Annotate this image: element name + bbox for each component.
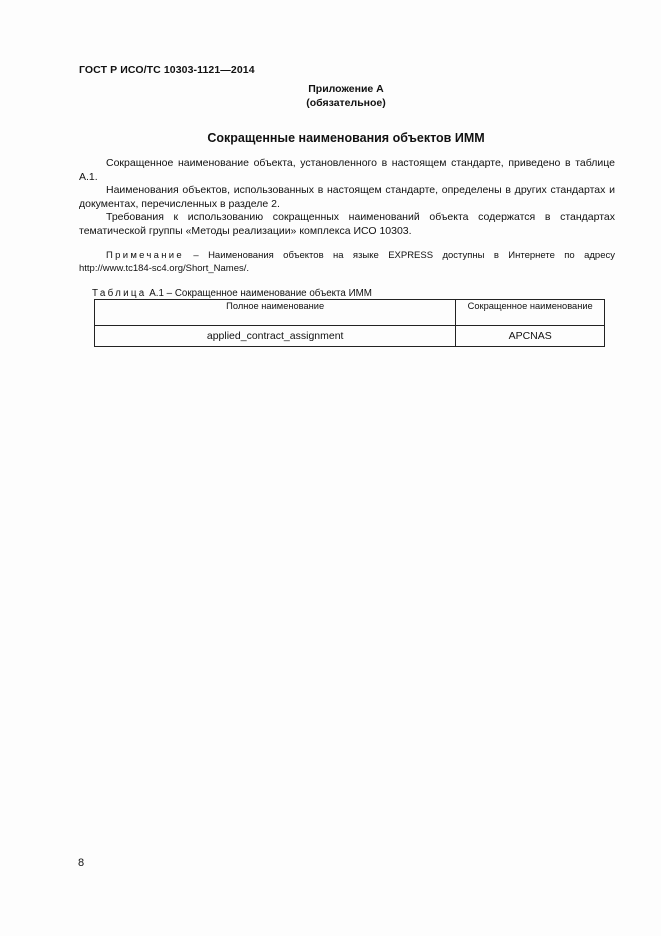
table-header-row — [95, 300, 605, 326]
paragraph: Требования к использованию сокращенных наименований объекта содержатся в стандартах тематической группы «Методы реализации» комплекса ИСО 10303. — [79, 211, 615, 237]
annex-title: Приложение А — [308, 83, 384, 95]
cell-full-name: applied_contract_assignment — [95, 326, 456, 347]
standard-code-header: ГОСТ Р ИСО/ТС 10303-1121—2014 — [79, 64, 255, 76]
paragraph: Сокращенное наименование объекта, установленного в настоящем стандарте, приведено в таблице А.1. — [79, 157, 615, 183]
note-text: Наименования объектов на языке EXPRESS доступны в Интернете по адресу http://www.tc184-sc4.org/Short_Names/. — [79, 250, 615, 274]
annex-heading — [0, 82, 661, 110]
table-caption-label: Таблица — [92, 288, 147, 299]
cell-short-name: APCNAS — [456, 326, 605, 347]
header-short-name: Сокращенное наименование — [456, 300, 605, 326]
table-row — [95, 326, 605, 347]
note — [79, 250, 615, 275]
note-label: Примечание — [106, 250, 184, 261]
section-title: Сокращенные наименования объектов ИММ — [207, 131, 485, 145]
page-number: 8 — [78, 857, 85, 869]
entity-names-table — [94, 299, 605, 347]
paragraph: Наименования объектов, использованных в настоящем стандарте, определены в других стандартах и документах, перечисленных в разделе 2. — [79, 184, 615, 210]
annex-status: (обязательное) — [306, 97, 386, 109]
table-caption-text: А.1 – Сокращенное наименование объекта ИММ — [146, 288, 372, 299]
note-dash: – — [184, 250, 209, 261]
table-caption — [92, 288, 372, 299]
body-text — [79, 157, 615, 238]
header-full-name: Полное наименование — [95, 300, 456, 326]
